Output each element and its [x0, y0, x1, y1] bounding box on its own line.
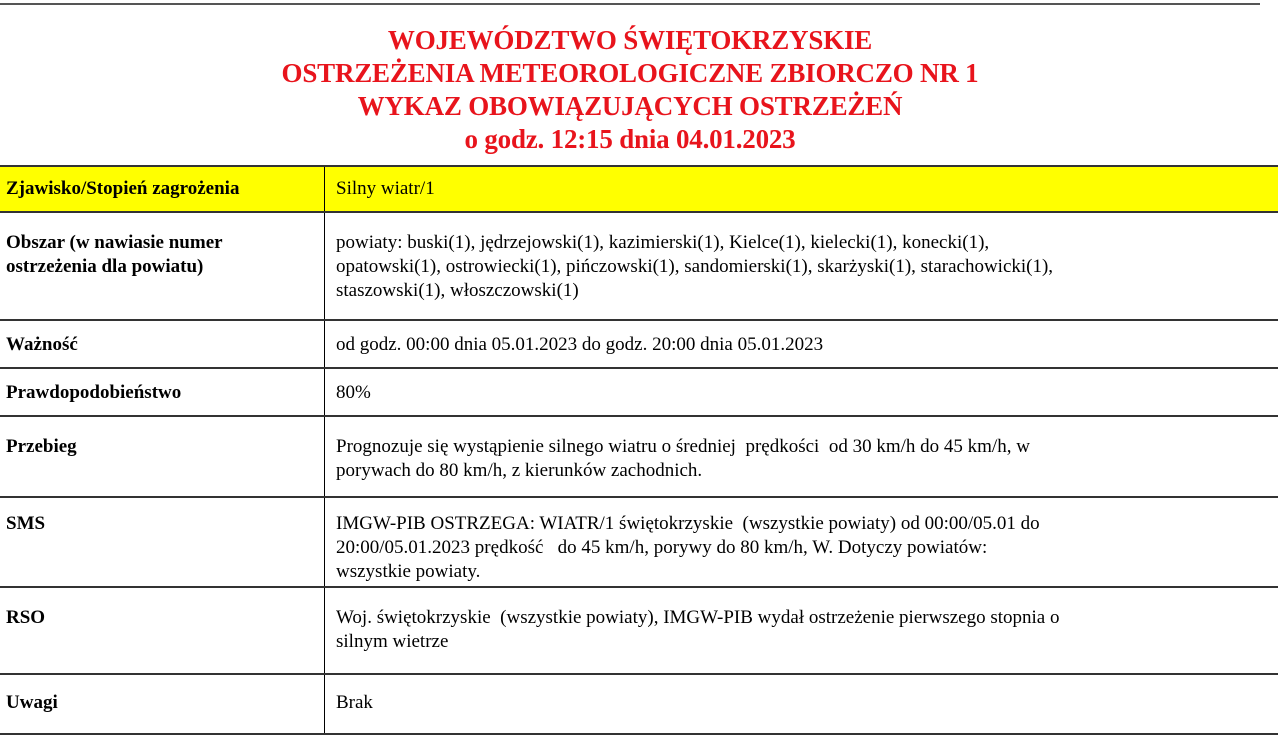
table-row-phenomenon	[0, 166, 1278, 212]
document-title	[0, 24, 1260, 156]
row-label	[0, 497, 325, 587]
value-text: IMGW-PIB OSTRZEGA: WIATR/1 świętokrzyskie (wszystkie powiaty) od 00:00/05.01 do	[336, 512, 1248, 536]
row-label	[0, 212, 325, 320]
label-text: RSO	[6, 607, 45, 628]
row-value	[325, 212, 1278, 320]
value-text: Silny wiatr/1	[336, 178, 435, 199]
label-text: Ważność	[6, 334, 78, 355]
row-value	[325, 416, 1278, 497]
title-line-warnings-summary: OSTRZEŻENIA METEOROLOGICZNE ZBIORCZO NR 1	[0, 57, 1260, 90]
table-row-probability	[0, 368, 1278, 416]
table-row-remarks	[0, 674, 1278, 734]
table-row-sms	[0, 497, 1278, 587]
row-label	[0, 416, 325, 497]
value-text: wszystkie powiaty.	[336, 560, 1248, 584]
label-text: Uwagi	[6, 692, 58, 713]
row-value	[325, 497, 1278, 587]
label-text: Zjawisko/Stopień zagrożenia	[6, 178, 239, 199]
value-text: powiaty: buski(1), jędrzejowski(1), kazimierski(1), Kielce(1), kielecki(1), konecki(1),	[336, 231, 1248, 255]
label-text: ostrzeżenia dla powiatu)	[6, 255, 324, 279]
value-text: staszowski(1), włoszczowski(1)	[336, 279, 1248, 303]
row-label	[0, 674, 325, 734]
value-text: 20:00/05.01.2023 prędkość do 45 km/h, porywy do 80 km/h, W. Dotyczy powiatów:	[336, 536, 1248, 560]
value-text: Prognozuje się wystąpienie silnego wiatru o średniej prędkości od 30 km/h do 45 km/h, w	[336, 435, 1248, 459]
table-row-area	[0, 212, 1278, 320]
label-text: SMS	[6, 513, 45, 534]
row-value	[325, 587, 1278, 674]
title-line-issued-time: o godz. 12:15 dnia 04.01.2023	[0, 123, 1260, 156]
value-text: Woj. świętokrzyskie (wszystkie powiaty), IMGW-PIB wydał ostrzeżenie pierwszego stopnia o	[336, 606, 1248, 630]
table-row-rso	[0, 587, 1278, 674]
value-text: od godz. 00:00 dnia 05.01.2023 do godz. 20:00 dnia 05.01.2023	[336, 334, 823, 355]
page-top-rule	[0, 3, 1260, 5]
value-text: Brak	[336, 692, 373, 713]
value-text: porywach do 80 km/h, z kierunków zachodnich.	[336, 459, 1248, 483]
label-text: Prawdopodobieństwo	[6, 382, 181, 403]
warning-table	[0, 165, 1278, 735]
label-text: Obszar (w nawiasie numer	[6, 231, 324, 255]
row-value	[325, 320, 1278, 368]
label-text: Przebieg	[6, 436, 77, 457]
row-label	[0, 368, 325, 416]
row-label	[0, 166, 325, 212]
title-line-region: WOJEWÓDZTWO ŚWIĘTOKRZYSKIE	[0, 24, 1260, 57]
row-value	[325, 674, 1278, 734]
row-value	[325, 166, 1278, 212]
row-label	[0, 320, 325, 368]
table-row-validity	[0, 320, 1278, 368]
value-text: 80%	[336, 382, 371, 403]
table-row-course	[0, 416, 1278, 497]
value-text: opatowski(1), ostrowiecki(1), pińczowski(1), sandomierski(1), skarżyski(1), starachowicki(1),	[336, 255, 1248, 279]
row-value	[325, 368, 1278, 416]
value-text: silnym wietrze	[336, 630, 1248, 654]
row-label	[0, 587, 325, 674]
title-line-active-warnings: WYKAZ OBOWIĄZUJĄCYCH OSTRZEŻEŃ	[0, 90, 1260, 123]
